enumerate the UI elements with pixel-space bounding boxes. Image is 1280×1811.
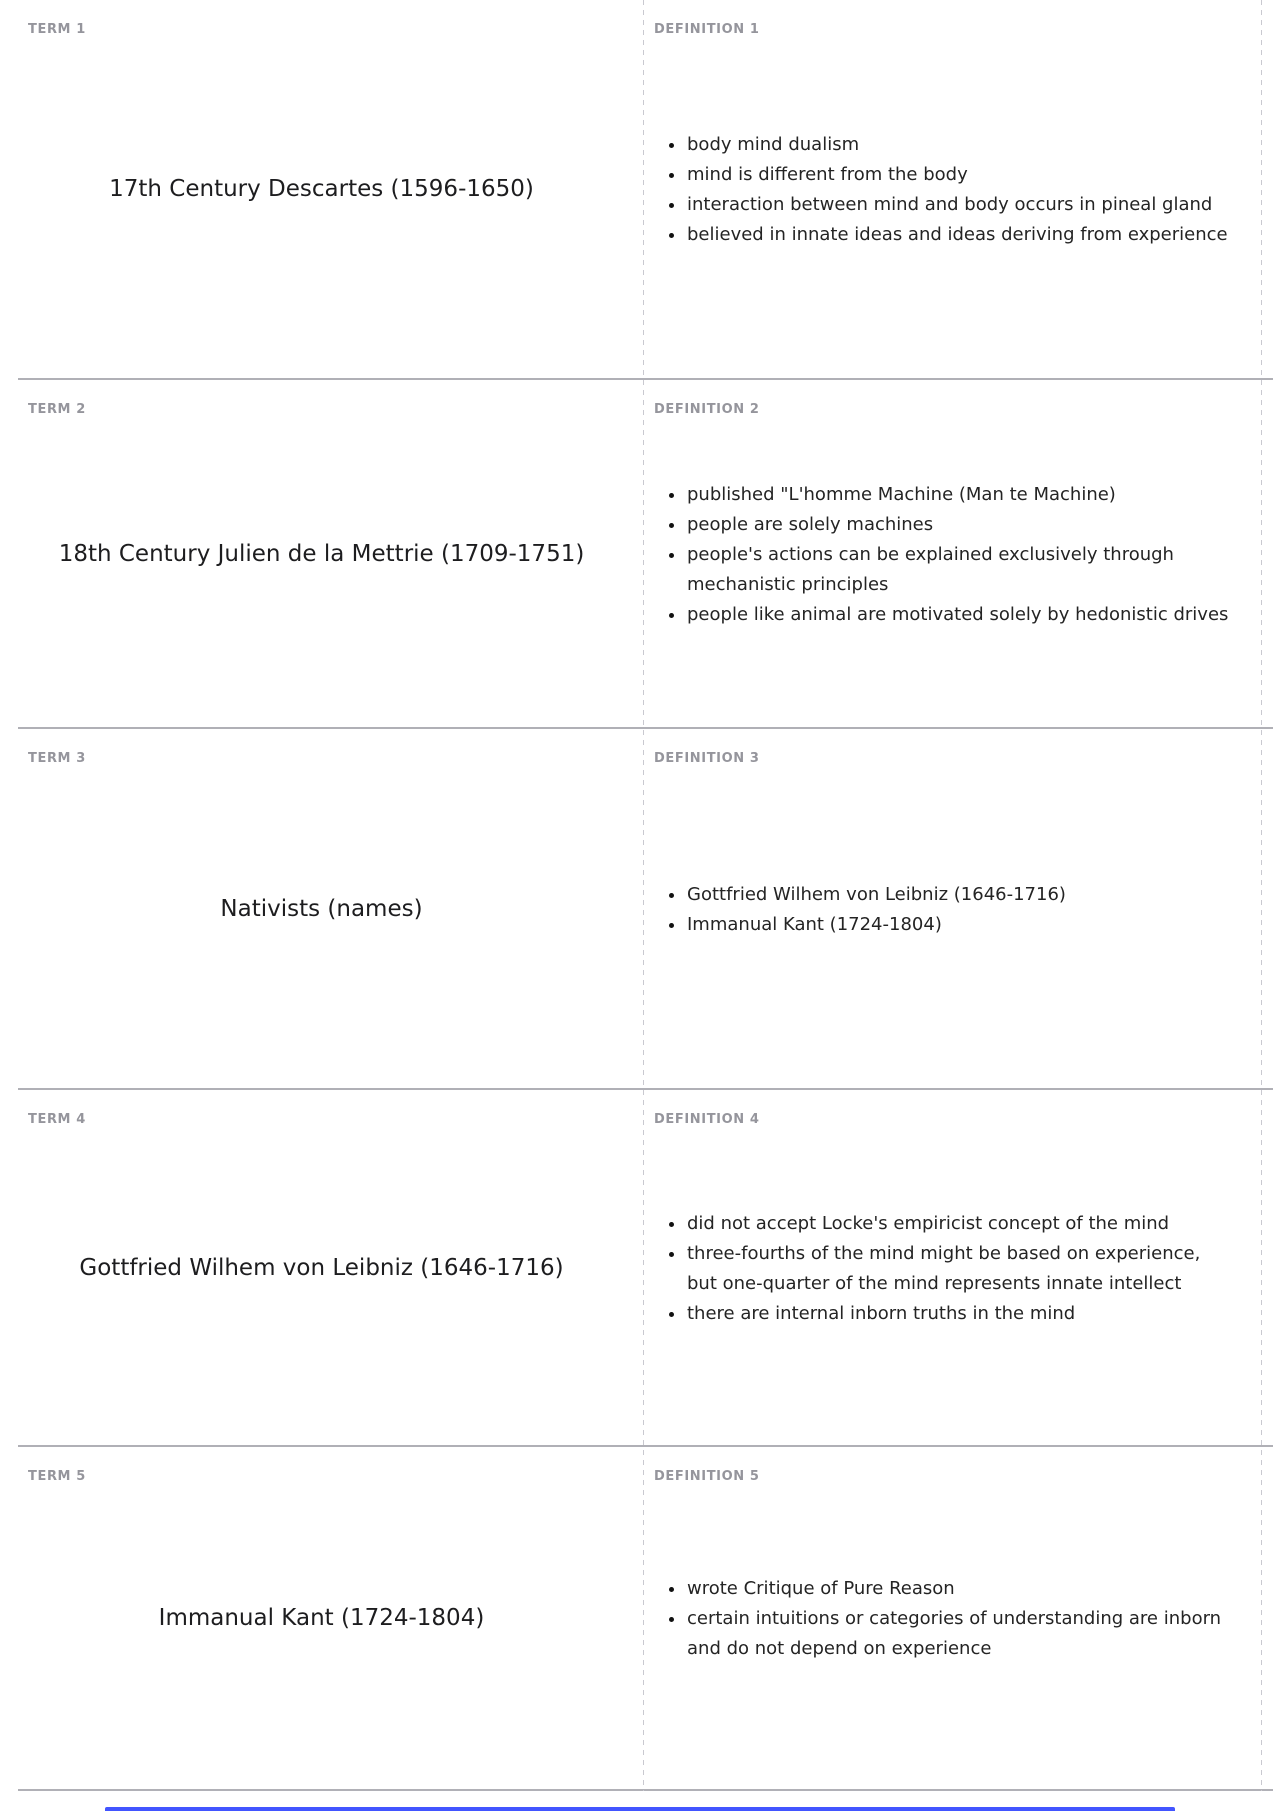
card-row-5 [0,1447,1280,1791]
term-cell-4 [0,1090,643,1447]
term-text: 18th Century Julien de la Mettrie (1709-1751) [58,540,585,567]
term-cell-1 [0,0,643,380]
definition-bullet: • people's actions can be explained exclusively through mechanistic principles [685,540,1232,600]
card-row-3 [0,729,1280,1090]
definition-label: DEFINITION 3 [654,751,760,766]
definition-cell-2 [643,380,1280,729]
term-text: 17th Century Descartes (1596-1650) [109,176,534,203]
horizontal-scrollbar-thumb[interactable] [105,1807,1175,1811]
definition-bullet: • believed in innate ideas and ideas deriving from experience [685,220,1232,250]
definition-bullet: • Gottfried Wilhem von Leibniz (1646-1716) [685,880,1232,910]
right-edge-divider-dashed [1261,0,1262,1791]
card-row-2 [0,380,1280,729]
definition-bullet-list [645,880,1232,940]
definition-cell-4 [643,1090,1280,1447]
definition-bullet: • three-fourths of the mind might be based on experience, but one-quarter of the mind represents innate intellect [685,1239,1232,1299]
definition-cell-1 [643,0,1280,380]
term-text: Immanual Kant (1724-1804) [158,1605,485,1632]
definition-bullet: • interaction between mind and body occurs in pineal gland [685,190,1232,220]
definition-bullet: • Immanual Kant (1724-1804) [685,910,1232,940]
definition-bullet: • wrote Critique of Pure Reason [685,1574,1232,1604]
definition-bullet: • people like animal are motivated solely by hedonistic drives [685,600,1232,630]
definition-bullet: • there are internal inborn truths in the mind [685,1299,1232,1329]
definition-bullet: • published "L'homme Machine (Man te Machine) [685,480,1232,510]
definition-bullet-list [645,1209,1232,1329]
term-label: TERM 1 [28,22,86,37]
card-row-4 [0,1090,1280,1447]
definition-bullet: • certain intuitions or categories of understanding are inborn and do not depend on experience [685,1604,1232,1664]
term-text: Nativists (names) [220,895,423,922]
definition-bullet-list [645,480,1232,630]
definition-bullet: • mind is different from the body [685,160,1232,190]
term-cell-3 [0,729,643,1090]
definition-bullet-list [645,1574,1232,1664]
term-label: TERM 2 [28,402,86,417]
definition-bullet: • people are solely machines [685,510,1232,540]
definition-bullet: • did not accept Locke's empiricist concept of the mind [685,1209,1232,1239]
definition-bullet: • body mind dualism [685,130,1232,160]
definition-cell-3 [643,729,1280,1090]
definition-label: DEFINITION 4 [654,1112,760,1127]
term-cell-2 [0,380,643,729]
definition-label: DEFINITION 5 [654,1469,760,1484]
card-row-1 [0,0,1280,380]
column-divider-dashed [643,0,644,1791]
bottom-margin [0,1791,1280,1811]
term-text: Gottfried Wilhem von Leibniz (1646-1716) [79,1254,564,1281]
definition-label: DEFINITION 1 [654,22,760,37]
definition-cell-5 [643,1447,1280,1791]
definition-label: DEFINITION 2 [654,402,760,417]
definition-bullet-list [645,130,1232,250]
term-label: TERM 5 [28,1469,86,1484]
term-label: TERM 4 [28,1112,86,1127]
term-label: TERM 3 [28,751,86,766]
term-cell-5 [0,1447,643,1791]
